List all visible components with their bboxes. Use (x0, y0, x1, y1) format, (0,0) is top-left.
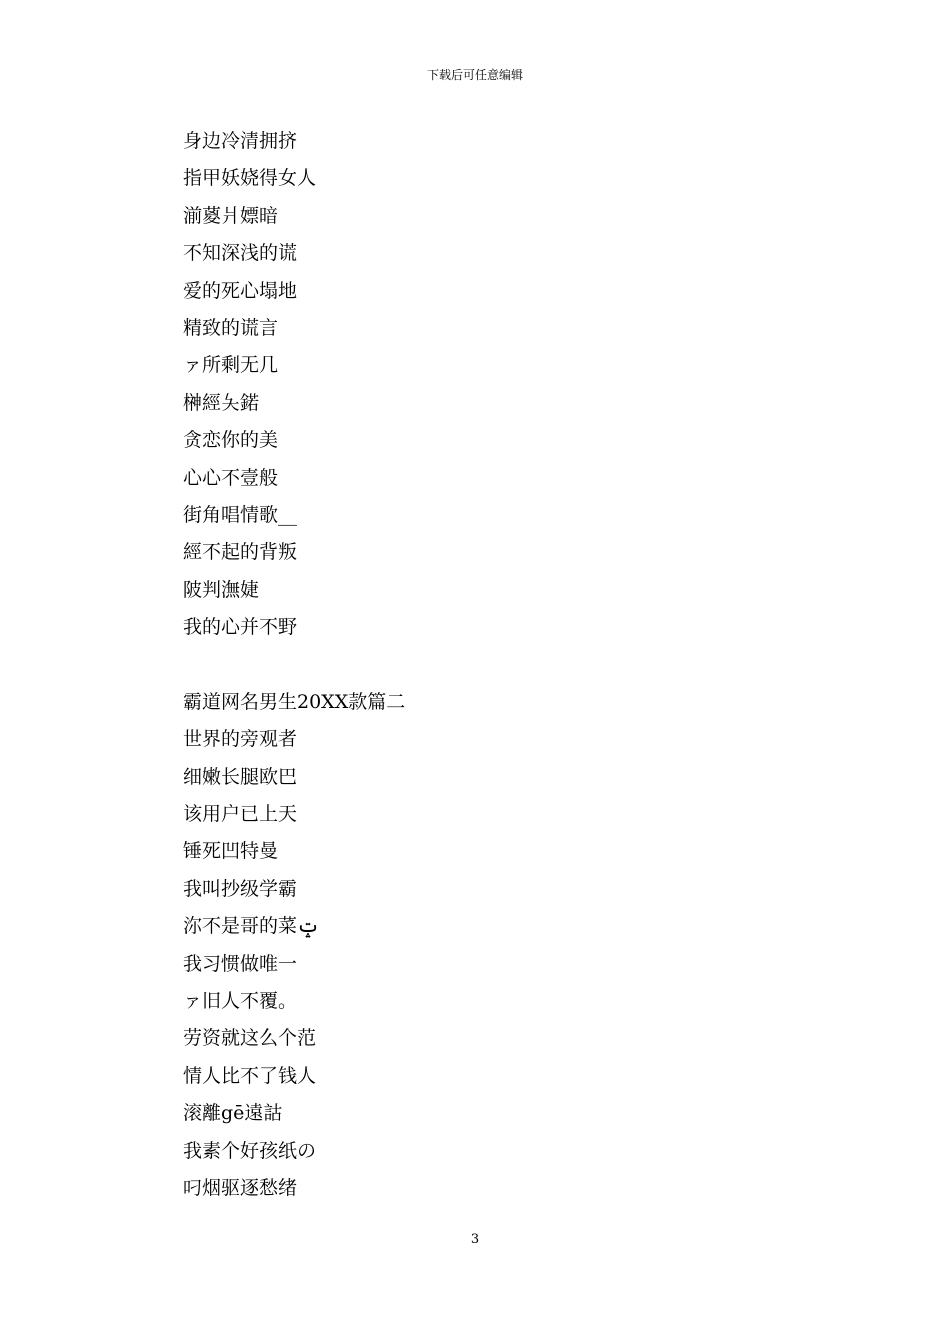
text-line: 街角唱情歌__ (183, 503, 298, 526)
text-line: 我素个好孩纸の (183, 1139, 317, 1162)
text-line: 我叫抄级学霸 (183, 877, 298, 900)
document-body (183, 123, 783, 1207)
text-line: 榊經夨鍩 (183, 391, 260, 414)
text-line: 爱的死心塌地 (183, 279, 298, 302)
text-line: 贪恋你的美 (183, 429, 279, 452)
text-line: 我的心并不野 (183, 616, 298, 639)
page-header: 下载后可任意编辑 (426, 68, 523, 82)
text-line: 锤死凹特曼 (183, 840, 279, 863)
text-line: 心心不壹般 (183, 466, 279, 489)
text-line: 细嫩长腿欧巴 (183, 765, 298, 788)
text-line: 不知深浅的谎 (183, 242, 298, 265)
text-line: 指甲妖娆得女人 (183, 167, 317, 190)
text-line: 叼烟驱逐愁绪 (183, 1176, 298, 1199)
text-line: ァ所剩无几 (183, 354, 279, 377)
section-heading: 霸道网名男生20XX款篇二 (183, 690, 406, 713)
text-line: 沵不是哥的菜ݓ (183, 915, 320, 938)
text-line: 經不起的背叛 (183, 541, 298, 564)
section-1 (183, 123, 783, 646)
text-line: ァ旧人不覆。 (183, 989, 298, 1012)
text-line: 我习惯做唯一 (183, 952, 298, 975)
text-line: 劳资就这么个范 (183, 1027, 317, 1050)
text-line: 陂判潕婕 (183, 578, 260, 601)
text-line: 该用户已上天 (183, 803, 298, 826)
text-line: 湔葼爿嫖暗 (183, 204, 279, 227)
text-line: 精致的谎言 (183, 316, 279, 339)
text-line: 世界的旁观者 (183, 728, 298, 751)
text-line: 情人比不了钱人 (183, 1064, 317, 1087)
text-line: 身边冷清拥挤 (183, 130, 298, 152)
section-2 (183, 684, 783, 1207)
paragraph-spacer (183, 646, 783, 683)
page-number: 3 (470, 1232, 480, 1247)
text-line: 滚離gē遠詁 (183, 1102, 283, 1125)
